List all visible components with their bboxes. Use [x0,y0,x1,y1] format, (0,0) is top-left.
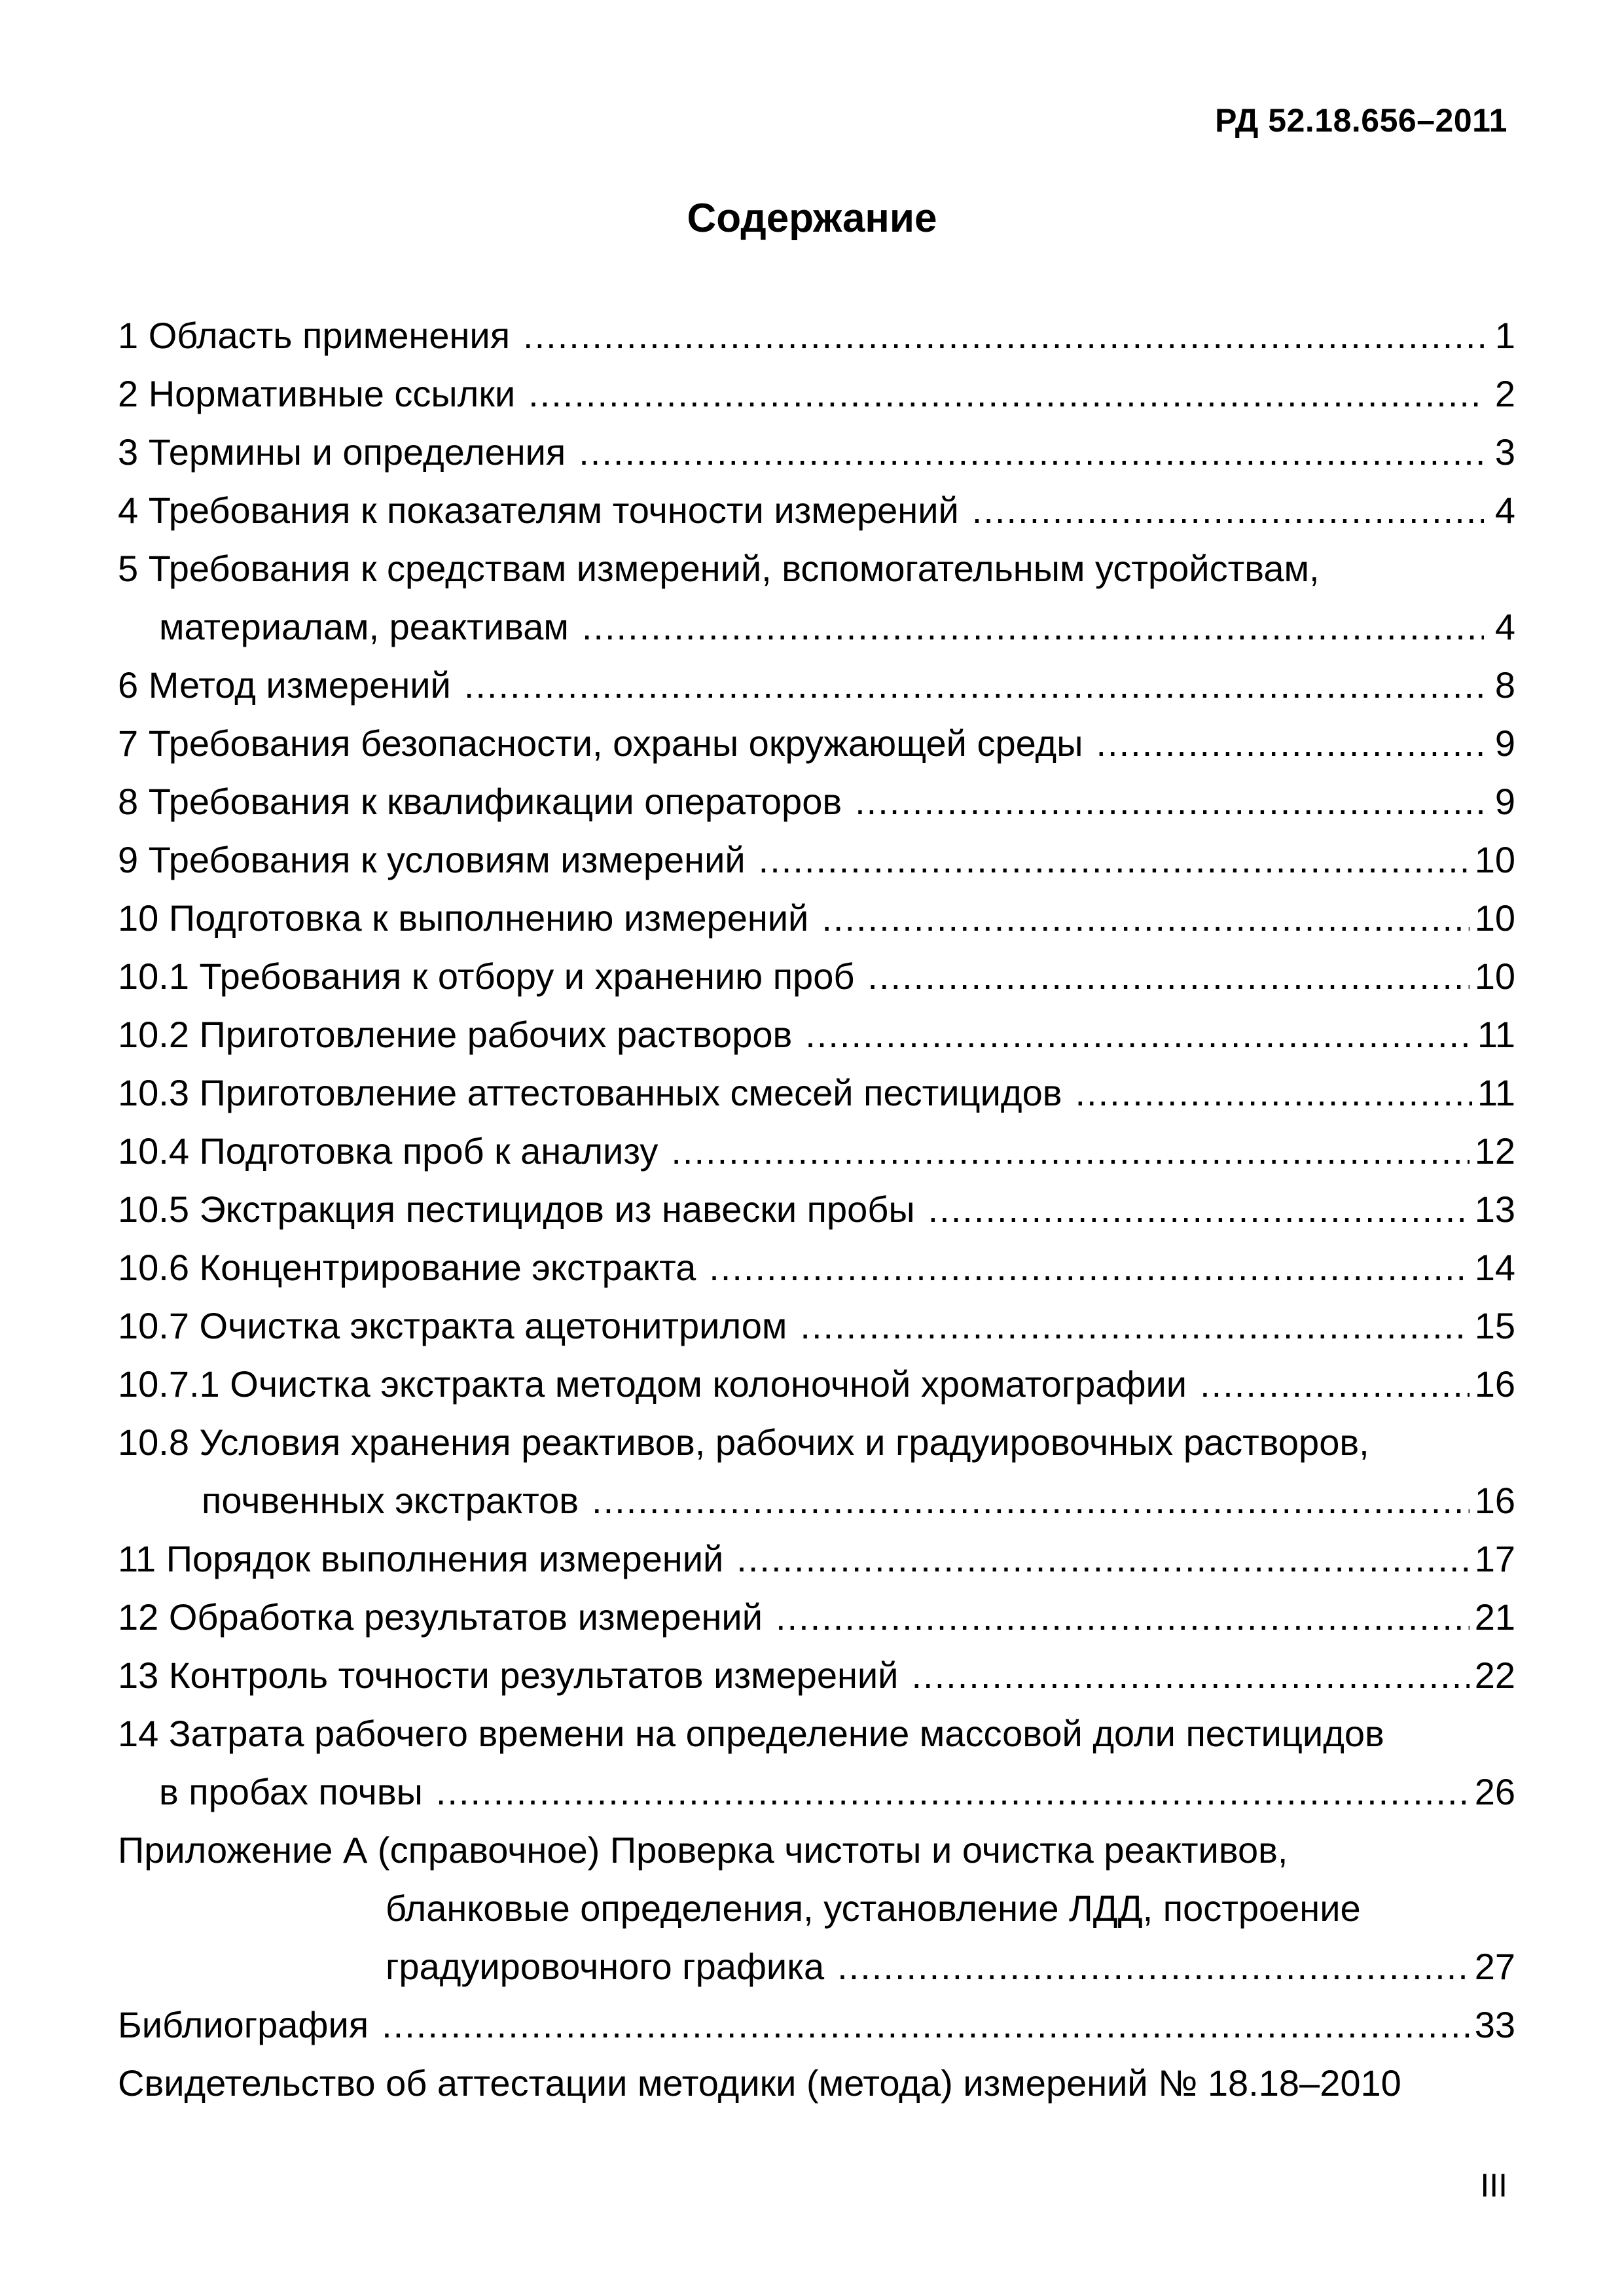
toc-leader-dots [805,1005,1472,1064]
toc-leader-dots [1096,714,1484,772]
toc-leader-dots [759,831,1470,889]
toc-entry-text: бланковые определения, установление ЛДД, построение [386,1888,1361,1929]
toc-entry-page: 8 [1494,664,1515,706]
toc-leader-dots [464,656,1484,714]
toc-entry[interactable] [118,1238,1515,1297]
toc-entry[interactable] [118,1122,1515,1180]
toc-entry[interactable] [118,1471,1515,1530]
toc-entry-text: Библиография [118,2004,369,2045]
toc-entry[interactable] [118,1937,1515,1996]
toc-entry-page: 11 [1477,1072,1515,1113]
toc-entry-text: 5 Требования к средствам измерений, вспомогательным устройствам, [118,548,1320,589]
toc-entry-page: 9 [1494,781,1515,822]
toc-entry[interactable] [118,714,1515,772]
toc-entry[interactable] [118,423,1515,481]
toc-entry-text: 14 Затрата рабочего времени на определение массовой доли пестицидов [118,1713,1384,1754]
toc-entry-text: 10.2 Приготовление рабочих растворов [118,1014,793,1055]
toc-entry-text: в пробах почвы [159,1771,423,1812]
toc-leader-dots [528,365,1484,423]
toc-entry-page: 21 [1474,1596,1515,1638]
toc-entry-continued[interactable] [118,1879,1515,1937]
toc-entry[interactable] [118,1530,1515,1588]
toc-entry-continued[interactable] [118,1704,1515,1763]
toc-entry-page: 4 [1494,490,1515,531]
toc-leader-dots [972,481,1484,539]
page-number: III [1480,2167,1507,2204]
toc-leader-dots [592,1471,1470,1530]
toc-entry-text: 10.1 Требования к отбору и хранению проб [118,956,855,997]
toc-entry-text: 10.8 Условия хранения реактивов, рабочих и градуировочных растворов, [118,1422,1369,1463]
toc-entry[interactable] [118,598,1515,656]
toc-entry[interactable] [118,947,1515,1005]
toc-leader-dots [776,1588,1470,1646]
toc-leader-dots [855,772,1484,831]
toc-entry[interactable] [118,1763,1515,1821]
toc-entry-continued[interactable] [118,539,1515,598]
toc-leader-dots [671,1122,1469,1180]
toc-entry[interactable] [118,1996,1515,2054]
toc-leader-dots [928,1180,1470,1238]
toc-entry-page: 33 [1474,2004,1515,2045]
toc-entry[interactable] [118,365,1515,423]
toc-leader-dots [523,306,1484,365]
toc-entry[interactable] [118,1005,1515,1064]
toc-entry-text: 3 Термины и определения [118,431,566,473]
toc-entry-page: 22 [1474,1655,1515,1696]
toc-entry[interactable] [118,2054,1515,2112]
toc-leader-dots [911,1646,1469,1704]
toc-entry-continued[interactable] [118,1821,1515,1879]
toc-entry-text: 10 Подготовка к выполнению измерений [118,897,809,939]
toc-leader-dots [821,889,1469,947]
toc-entry-page: 1 [1494,315,1515,356]
toc-entry-text: 10.7 Очистка экстракта ацетонитрилом [118,1305,787,1346]
toc-entry-text: 1 Область применения [118,315,511,356]
toc-leader-dots [579,423,1484,481]
toc-leader-dots [709,1238,1469,1297]
toc-entry-page: 4 [1494,606,1515,647]
toc-entry-page: 17 [1474,1538,1515,1579]
toc-entry-page: 11 [1477,1014,1515,1055]
toc-entry-text: 2 Нормативные ссылки [118,373,516,414]
toc-entry-text: Приложение А (справочное) Проверка чистоты и очистка реактивов, [118,1829,1288,1871]
toc-entry-text: 4 Требования к показателям точности измерений [118,490,959,531]
toc-leader-dots [1075,1064,1471,1122]
toc-entry[interactable] [118,656,1515,714]
toc-entry-page: 15 [1474,1305,1515,1346]
toc-entry-page: 16 [1474,1480,1515,1521]
toc-entry[interactable] [118,1180,1515,1238]
toc-entry-text: 9 Требования к условиям измерений [118,839,746,880]
toc-entry-text: материалам, реактивам [159,606,569,647]
table-of-contents [118,306,1515,2112]
toc-entry-text: 12 Обработка результатов измерений [118,1596,763,1638]
toc-entry-page: 16 [1474,1363,1515,1405]
toc-entry-text: 6 Метод измерений [118,664,451,706]
toc-entry-text: 10.4 Подготовка проб к анализу [118,1130,659,1172]
toc-entry-text: 7 Требования безопасности, охраны окружающей среды [118,723,1083,764]
document-code: РД 52.18.656–2011 [1215,102,1507,139]
toc-entry-page: 12 [1474,1130,1515,1172]
toc-entry[interactable] [118,772,1515,831]
toc-entry[interactable] [118,889,1515,947]
toc-leader-dots [582,598,1484,656]
toc-entry-page: 9 [1494,723,1515,764]
toc-entry-text: градуировочного графика [386,1946,825,1987]
toc-leader-dots [800,1297,1469,1355]
toc-entry-page: 26 [1474,1771,1515,1812]
toc-entry-continued[interactable] [118,1413,1515,1471]
toc-entry-page: 10 [1474,956,1515,997]
toc-leader-dots [436,1763,1470,1821]
toc-entry-text: 10.5 Экстракция пестицидов из навески пробы [118,1189,915,1230]
toc-entry[interactable] [118,1355,1515,1413]
toc-entry-text: 13 Контроль точности результатов измерений [118,1655,899,1696]
toc-entry-text: Свидетельство об аттестации методики (метода) измерений № 18.18–2010 [118,2062,1401,2104]
toc-entry-text: 10.6 Концентрирование экстракта [118,1247,696,1288]
toc-entry[interactable] [118,306,1515,365]
toc-leader-dots [867,947,1469,1005]
toc-entry[interactable] [118,1646,1515,1704]
toc-entry-text: 10.7.1 Очистка экстракта методом колоночной хроматографии [118,1363,1187,1405]
toc-leader-dots [1200,1355,1470,1413]
toc-entry-page: 13 [1474,1189,1515,1230]
toc-entry-page: 10 [1474,839,1515,880]
toc-entry-text: 11 Порядок выполнения измерений [118,1538,724,1579]
toc-entry-page: 10 [1474,897,1515,939]
toc-entry[interactable] [118,1588,1515,1646]
toc-leader-dots [382,1996,1470,2054]
toc-entry-page: 14 [1474,1247,1515,1288]
toc-entry-text: 8 Требования к квалификации операторов [118,781,842,822]
toc-leader-dots [736,1530,1469,1588]
toc-entry[interactable] [118,481,1515,539]
toc-entry-page: 27 [1474,1946,1515,1987]
toc-entry[interactable] [118,1064,1515,1122]
page-title: Содержание [687,196,937,241]
toc-entry-page: 3 [1494,431,1515,473]
toc-leader-dots [837,1937,1470,1996]
toc-entry-page: 2 [1494,373,1515,414]
toc-entry[interactable] [118,1297,1515,1355]
toc-entry-text: 10.3 Приготовление аттестованных смесей пестицидов [118,1072,1062,1113]
toc-entry-text: почвенных экстрактов [202,1480,579,1521]
toc-entry[interactable] [118,831,1515,889]
